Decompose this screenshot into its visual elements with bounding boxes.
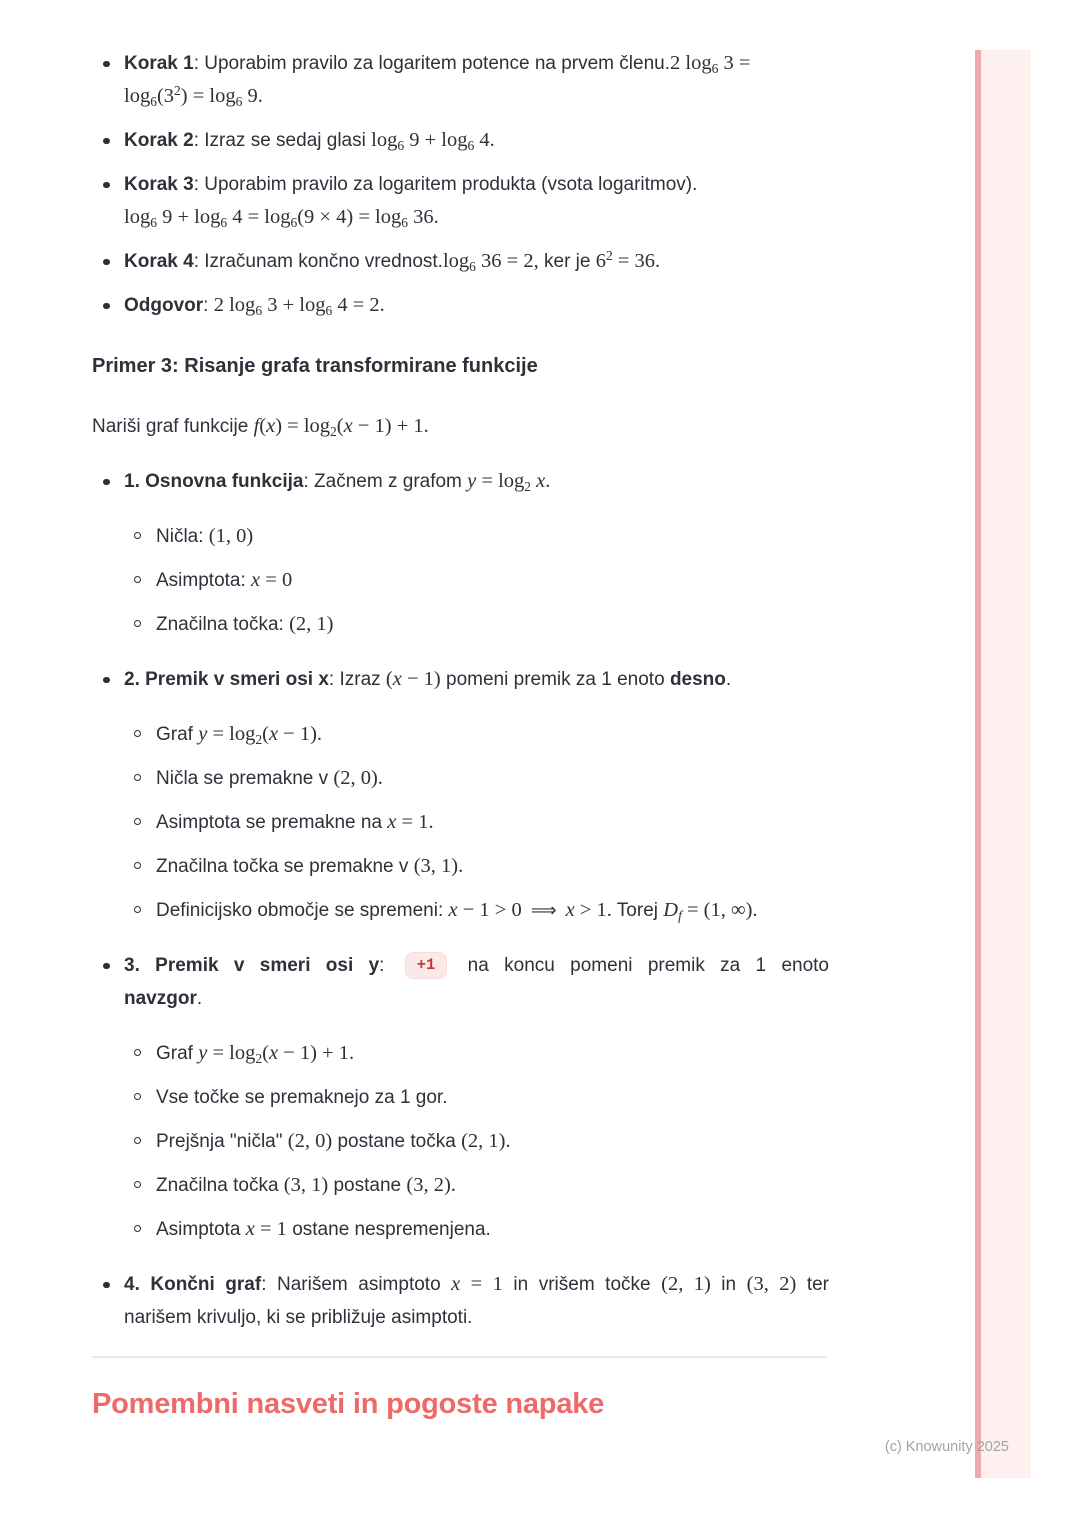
text-segment: f: [253, 415, 260, 437]
text-segment: x: [268, 723, 279, 745]
text-segment: Asimptota se premakne na: [156, 812, 388, 833]
text-segment: 2 log: [670, 52, 712, 74]
text-segment: x: [268, 1042, 279, 1064]
text-segment: log: [124, 206, 151, 228]
text-segment: :: [203, 295, 214, 316]
sublist-item: [156, 850, 829, 883]
sublist-item: [156, 762, 829, 795]
text-segment: 2. Premik v smeri osi x: [124, 669, 329, 690]
text-segment: (: [262, 723, 269, 745]
text-segment: (2, 0).: [333, 767, 383, 789]
transformation-item: [124, 949, 829, 1246]
text-segment: Nariši graf funkcije: [92, 416, 254, 437]
text-segment: − 1) + 1.: [278, 1042, 355, 1064]
text-segment: .: [545, 470, 551, 492]
text-segment: (2, 1): [661, 1273, 711, 1295]
text-segment: (2, 0): [287, 1130, 333, 1152]
text-segment: 2: [606, 248, 613, 263]
text-segment: = log: [207, 1042, 256, 1064]
text-line: [124, 124, 829, 157]
text-segment: 4.: [474, 129, 495, 151]
text-segment: Značilna točka se premakne v: [156, 856, 414, 877]
primer3-heading: Primer 3: Risanje grafa transformirane funkcije: [92, 355, 538, 377]
text-segment: 6: [290, 215, 298, 230]
text-line: [156, 1125, 829, 1158]
text-segment: x: [387, 811, 397, 833]
text-segment: x: [245, 1218, 255, 1240]
text-segment: x: [536, 470, 546, 492]
text-segment: x: [448, 899, 458, 921]
text-line: [156, 608, 829, 641]
text-segment: Korak 1: [124, 53, 194, 74]
step-item: [124, 245, 829, 278]
text-segment: 9.: [242, 85, 263, 107]
sublist-item: [156, 608, 829, 641]
korak-steps-list: [92, 47, 829, 322]
text-segment: (1, 0): [208, 525, 254, 547]
text-segment: pomeni premik za 1 enoto: [440, 669, 670, 690]
text-line: [124, 663, 829, 696]
text-line: [124, 982, 829, 1015]
transformation-item: [124, 1268, 829, 1334]
text-segment: 36 = 2,: [475, 250, 539, 272]
sublist-item: [156, 1213, 829, 1246]
text-line: [156, 1037, 829, 1070]
text-segment: (: [385, 668, 393, 690]
text-line: [156, 806, 829, 839]
text-segment: ) = log: [180, 85, 236, 107]
text-segment: Korak 2: [124, 130, 194, 151]
text-segment: (3, 1).: [413, 855, 464, 877]
text-segment: (3, 1): [283, 1174, 329, 1196]
text-segment: desno: [669, 669, 726, 690]
transformation-steps-list: [92, 465, 829, 1334]
side-accent-panel: [981, 50, 1031, 1478]
text-segment: ⟹: [530, 900, 557, 921]
text-segment: 4 = 2.: [332, 294, 385, 316]
text-line: [124, 245, 829, 278]
sublist: [124, 520, 829, 641]
text-segment: − 1 > 0: [457, 899, 522, 921]
text-segment: .: [196, 988, 203, 1009]
text-segment: : Narišem asimptoto: [261, 1274, 452, 1295]
text-segment: Asimptota:: [156, 570, 252, 591]
text-line: [92, 410, 829, 443]
text-segment: ker je: [538, 251, 596, 272]
text-segment: Definicijsko območje se spremeni:: [156, 900, 449, 921]
sublist-item: [156, 520, 829, 553]
text-segment: 6: [711, 61, 719, 76]
text-segment: in: [710, 1274, 747, 1295]
text-segment: x: [565, 899, 575, 921]
step-item: [124, 168, 829, 234]
text-segment: (2, 1).: [461, 1130, 511, 1152]
step-item: [124, 47, 829, 113]
sublist-item: [156, 564, 829, 597]
text-segment: ) = log: [275, 415, 331, 437]
text-segment: x: [266, 415, 276, 437]
sublist-item: [156, 1169, 829, 1202]
text-segment: − 1).: [278, 723, 323, 745]
text-segment: x: [251, 569, 261, 591]
text-line: [124, 201, 829, 234]
text-line: [156, 1169, 829, 1202]
text-segment: y: [198, 1042, 208, 1064]
text-segment: 2 log: [213, 294, 256, 316]
text-line: [124, 80, 829, 113]
text-segment: = 1: [460, 1273, 503, 1295]
text-segment: Ničla:: [156, 526, 209, 547]
text-line: [124, 168, 829, 201]
text-line: [124, 1268, 829, 1301]
text-line: [156, 520, 829, 553]
text-segment: = 1: [254, 1218, 287, 1240]
text-segment: log: [124, 85, 151, 107]
text-segment: 36.: [407, 206, 439, 228]
text-segment: 3 =: [718, 52, 751, 74]
text-segment: y: [198, 723, 208, 745]
text-segment: Vse točke se premaknejo za 1 gor.: [156, 1087, 448, 1108]
text-segment: 2: [255, 1051, 263, 1066]
text-segment: Torej: [611, 900, 664, 921]
sublist: [124, 718, 829, 927]
text-line: [124, 465, 829, 498]
primer3-intro: [92, 410, 829, 443]
text-segment: 6: [595, 250, 606, 272]
text-segment: x: [392, 668, 402, 690]
text-segment: 6: [220, 215, 228, 230]
text-segment: ter: [796, 1274, 829, 1295]
text-segment: : Izračunam končno vrednost.: [193, 251, 443, 272]
text-segment: : Začnem z grafom: [303, 471, 468, 492]
text-segment: Graf: [156, 724, 199, 745]
text-segment: (2, 1): [289, 613, 334, 635]
text-segment: = log: [207, 723, 256, 745]
text-line: [156, 1213, 829, 1246]
text-segment: (: [262, 1042, 269, 1064]
text-segment: : Uporabim pravilo za logaritem produkta (vsota logaritmov).: [193, 174, 698, 195]
sublist: [124, 1037, 829, 1246]
plus-one-badge: +1: [405, 952, 448, 979]
text-line: [124, 289, 829, 322]
text-segment: (3, 2): [746, 1273, 797, 1295]
step-item: [124, 289, 829, 322]
section-divider: [92, 1356, 827, 1358]
text-segment: 6: [467, 138, 475, 153]
text-segment: = 0: [260, 569, 293, 591]
text-segment: 4 = log: [227, 206, 291, 228]
text-segment: 6: [150, 94, 157, 109]
text-segment: x: [451, 1273, 461, 1295]
text-segment: 6: [235, 94, 243, 109]
text-segment: = log: [476, 470, 525, 492]
text-segment: > 1.: [574, 899, 612, 921]
text-segment: 6: [150, 215, 157, 230]
text-segment: : Izraz: [328, 669, 386, 690]
text-line: [156, 762, 829, 795]
text-segment: Odgovor: [124, 295, 204, 316]
sublist-item: [156, 1081, 829, 1114]
text-segment: na koncu pomeni premik za 1 enoto: [452, 955, 829, 976]
transformation-item: [124, 465, 829, 641]
sublist-item: [156, 1125, 829, 1158]
text-line: [156, 1081, 829, 1114]
text-segment: log: [371, 129, 398, 151]
text-segment: Ničla se premakne v: [156, 768, 334, 789]
text-segment: 6: [469, 259, 476, 274]
text-segment: (: [336, 415, 344, 437]
text-segment: Korak 4: [124, 251, 194, 272]
text-line: [156, 894, 829, 927]
text-segment: ostane nespremenjena.: [286, 1219, 491, 1240]
text-segment: 2: [255, 732, 263, 747]
text-segment: in vrišem točke: [502, 1274, 662, 1295]
sublist-item: [156, 894, 829, 927]
text-segment: (3: [156, 85, 175, 107]
text-segment: 2: [524, 479, 532, 494]
text-segment: 2: [330, 424, 337, 439]
text-segment: 2: [174, 83, 181, 98]
text-line: [124, 949, 829, 982]
text-segment: y: [467, 470, 477, 492]
sublist-item: [156, 1037, 829, 1070]
text-segment: − 1): [401, 668, 441, 690]
text-segment: 6: [397, 138, 405, 153]
text-segment: 6: [401, 215, 408, 230]
document-content: [92, 47, 829, 1422]
text-segment: (: [259, 415, 267, 437]
text-segment: = 36.: [612, 250, 661, 272]
sublist-item: [156, 718, 829, 751]
copyright-watermark: (c) Knowunity 2025: [884, 1439, 1009, 1455]
text-segment: Značilna točka:: [156, 614, 290, 635]
text-segment: narišem krivuljo, ki se približuje asimptoti.: [124, 1307, 473, 1328]
text-segment: 6: [325, 303, 333, 318]
text-segment: (3, 2).: [406, 1174, 456, 1196]
text-segment: 1. Osnovna funkcija: [124, 471, 304, 492]
text-segment: : Izraz se sedaj glasi: [193, 130, 372, 151]
text-segment: x: [343, 415, 353, 437]
text-segment: : Uporabim pravilo za logaritem potence na prvem členu.: [193, 53, 670, 74]
text-segment: Korak 3: [124, 174, 194, 195]
text-line: [124, 47, 829, 80]
text-segment: Graf: [156, 1043, 199, 1064]
text-segment: 4. Končni graf: [124, 1274, 262, 1295]
text-segment: Asimptota: [156, 1219, 246, 1240]
text-segment: :: [379, 955, 400, 976]
text-line: [156, 564, 829, 597]
text-segment: log: [442, 250, 470, 272]
sublist-item: [156, 806, 829, 839]
text-segment: f: [678, 908, 682, 923]
text-segment: = (1, ∞).: [681, 899, 758, 921]
text-segment: 9 + log: [404, 129, 468, 151]
text-segment: postane točka: [332, 1131, 462, 1152]
transformation-item: [124, 663, 829, 927]
text-segment: navzgor: [124, 988, 197, 1009]
text-line: [156, 718, 829, 751]
text-line: [156, 850, 829, 883]
text-segment: 3. Premik v smeri osi y: [124, 955, 380, 976]
text-segment: = 1.: [396, 811, 434, 833]
text-segment: 6: [255, 303, 263, 318]
text-segment: 3 + log: [262, 294, 326, 316]
text-segment: Prejšnja "ničla": [156, 1131, 288, 1152]
text-segment: .: [725, 669, 732, 690]
tips-heading: Pomembni nasveti in pogoste napake: [92, 1388, 605, 1420]
text-segment: 9 + log: [156, 206, 221, 228]
text-segment: postane: [328, 1175, 407, 1196]
text-segment: D: [663, 899, 679, 921]
text-segment: Značilna točka: [156, 1175, 284, 1196]
text-line: [124, 1301, 829, 1334]
text-segment: − 1) + 1.: [352, 415, 429, 437]
step-item: [124, 124, 829, 157]
text-segment: (9 × 4) = log: [297, 206, 402, 228]
